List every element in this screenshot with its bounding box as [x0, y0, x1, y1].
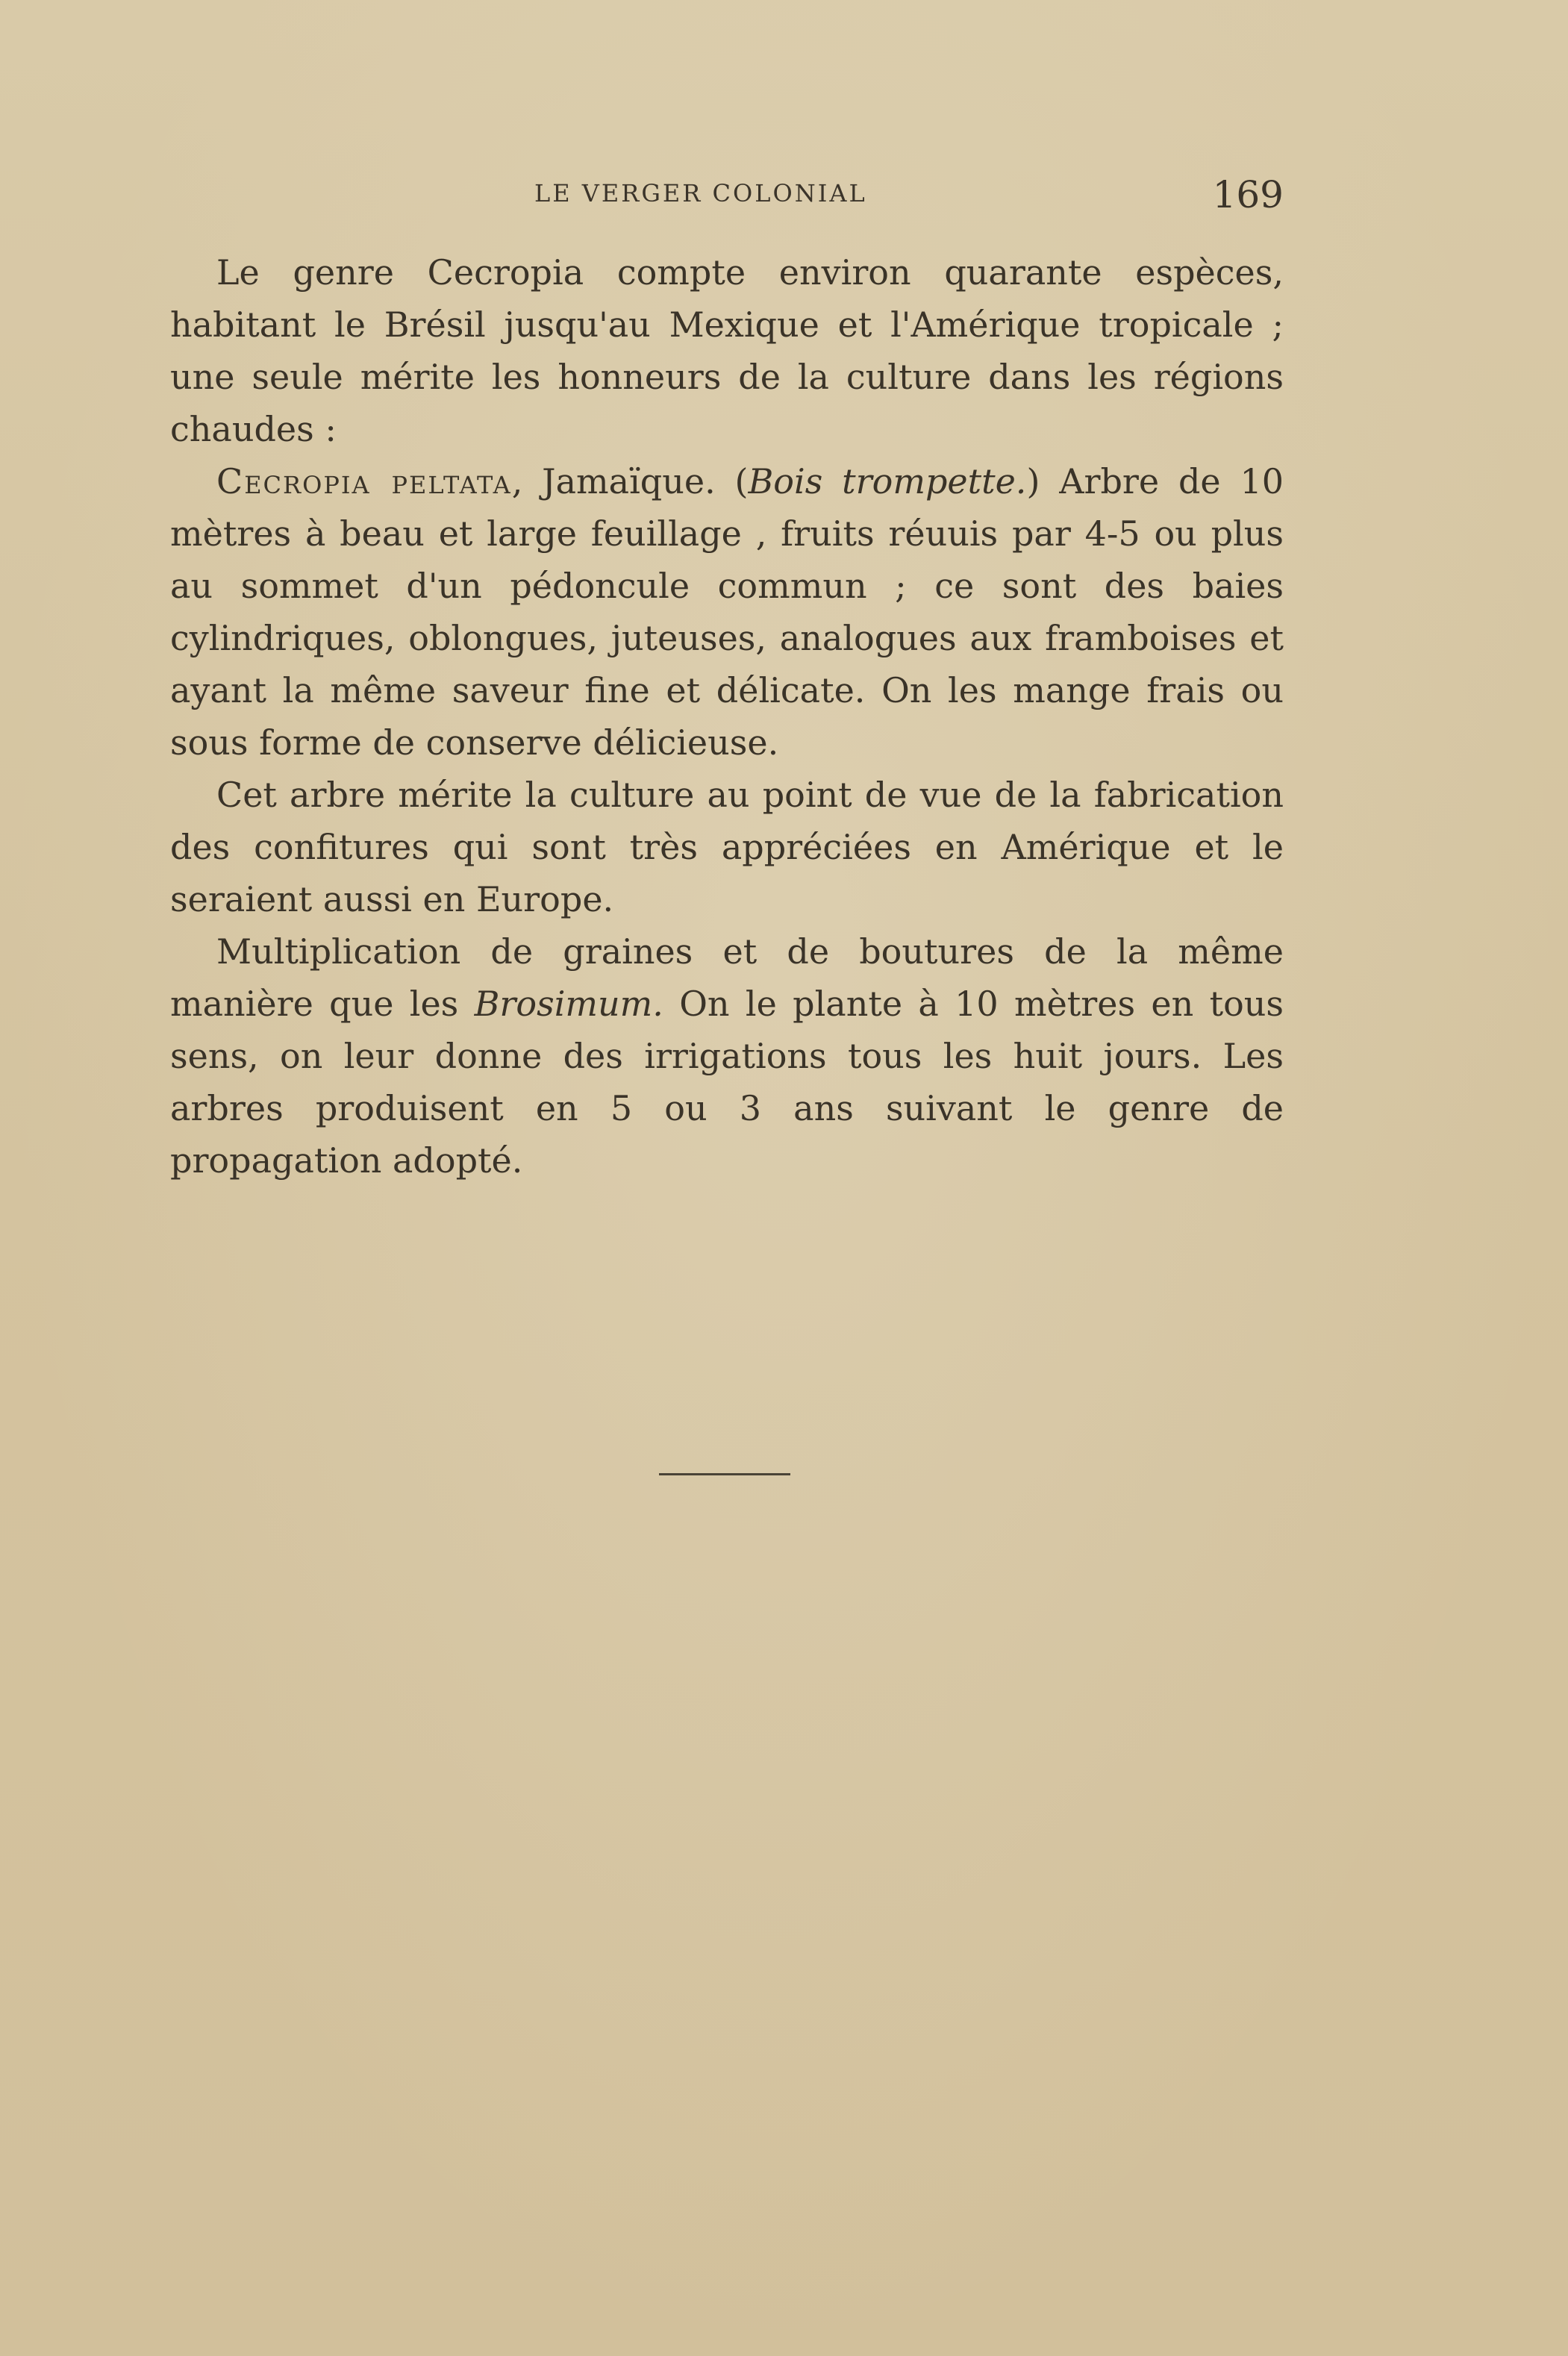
common-name: Bois trompette. — [748, 461, 1027, 501]
paragraph-multiplication — [170, 925, 1284, 1187]
page-number: 169 — [1212, 173, 1284, 216]
running-title: LE VERGER COLONIAL — [534, 179, 867, 207]
species-description: ) Arbre de 10 mètres à beau et large feuillage , fruits réuuis par 4-5 ou plus au sommet d'un pédoncule commun ; ce sont des baies cylindriques, oblongues, juteuses, analogues aux framboises et ayant la même saveur fine et délicate. On les mange frais ou sous forme de conserve délicieuse. — [170, 461, 1284, 763]
paragraph-text-before: Multiplication de graines et de boutures de la même manière que les — [170, 931, 1284, 1024]
body-text — [170, 246, 1284, 1187]
species-location: , Jamaïque. ( — [511, 461, 749, 501]
paragraph-text: Le genre Cecropia compte environ quarante espèces, habitant le Brésil jusqu'au Mexique et l'Amérique tropicale ; une seule mérite les honneurs de la culture dans les régions chaudes : — [170, 252, 1284, 449]
section-end-rule — [659, 1473, 790, 1475]
paragraph-text-after: On le plante à 10 mètres en tous sens, on leur donne des irrigations tous les huit jours. Les arbres produisent en 5 ou 3 ans suivant le genre de propagation adopté. — [170, 984, 1284, 1181]
paragraph-text: Cet arbre mérite la culture au point de vue de la fabrication des confitures qui sont très appréciées en Amérique et le seraient aussi en Europe. — [170, 775, 1284, 919]
running-head — [170, 173, 1284, 218]
genus-reference: Brosimum. — [474, 984, 663, 1024]
paragraph-cecropia-peltata — [170, 455, 1284, 769]
paragraph-genus-intro — [170, 246, 1284, 455]
species-name: Cecropia peltata — [216, 461, 512, 501]
paragraph-culture — [170, 769, 1284, 925]
